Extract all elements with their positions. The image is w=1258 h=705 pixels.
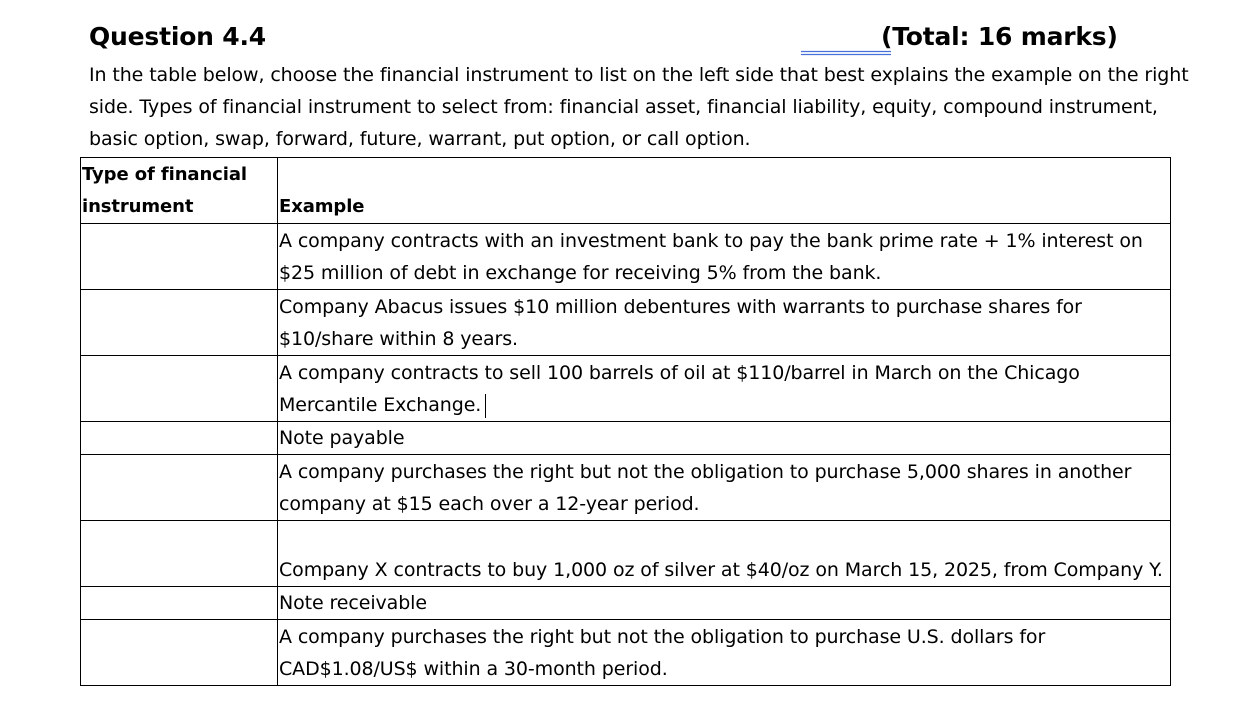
- table-row: [81, 290, 1171, 356]
- grammar-squiggle-icon: [801, 50, 891, 56]
- table-row: [81, 455, 1171, 521]
- example-cell: Note payable: [278, 422, 1171, 455]
- table-row: [81, 587, 1171, 620]
- instructions-paragraph: In the table below, choose the financial instrument to list on the left side that best explains the example on the right side. Types of financial instrument to select from: financial asset, financial liability, equity, compound instrument, basic option, swap, forward, future, warrant, put option, or call option.: [89, 64, 1189, 150]
- example-cell: A company contracts with an investment bank to pay the bank prime rate + 1% interest on $25 million of debt in exchange for receiving 5% from the bank.: [278, 224, 1171, 290]
- example-cell: Company Abacus issues $10 million debentures with warrants to purchase shares for $10/share within 8 years.: [278, 290, 1171, 356]
- total-marks: (Total: 16 marks): [881, 22, 1118, 51]
- example-cell: [278, 356, 1171, 422]
- type-cell[interactable]: [81, 422, 278, 455]
- example-cell: Company X contracts to buy 1,000 oz of silver at $40/oz on March 15, 2025, from Company Y.: [278, 521, 1171, 587]
- type-cell[interactable]: [81, 224, 278, 290]
- table-row: [81, 356, 1171, 422]
- instrument-table: [80, 157, 1171, 686]
- example-cell: Note receivable: [278, 587, 1171, 620]
- type-cell[interactable]: [81, 620, 278, 686]
- header-type: Type of financial instrument: [81, 158, 278, 224]
- table-row: [81, 422, 1171, 455]
- question-title: Question 4.4: [89, 22, 266, 51]
- example-cell: A company purchases the right but not the obligation to purchase U.S. dollars for CAD$1.08/US$ within a 30-month period.: [278, 620, 1171, 686]
- example-cell: A company purchases the right but not the obligation to purchase 5,000 shares in another company at $15 each over a 12-year period.: [278, 455, 1171, 521]
- example-text: A company contracts to sell 100 barrels of oil at $110/barrel in March on the Chicago Mercantile Exchange.: [279, 362, 1080, 416]
- type-cell[interactable]: [81, 521, 278, 587]
- type-cell[interactable]: [81, 455, 278, 521]
- table-row: [81, 224, 1171, 290]
- type-cell[interactable]: [81, 290, 278, 356]
- table-row: [81, 620, 1171, 686]
- question-heading: [89, 22, 1118, 58]
- table-row: [81, 521, 1171, 587]
- type-cell[interactable]: [81, 356, 278, 422]
- type-cell[interactable]: [81, 587, 278, 620]
- text-cursor: [485, 394, 486, 418]
- header-example: Example: [278, 158, 1171, 224]
- table-header-row: [81, 158, 1171, 224]
